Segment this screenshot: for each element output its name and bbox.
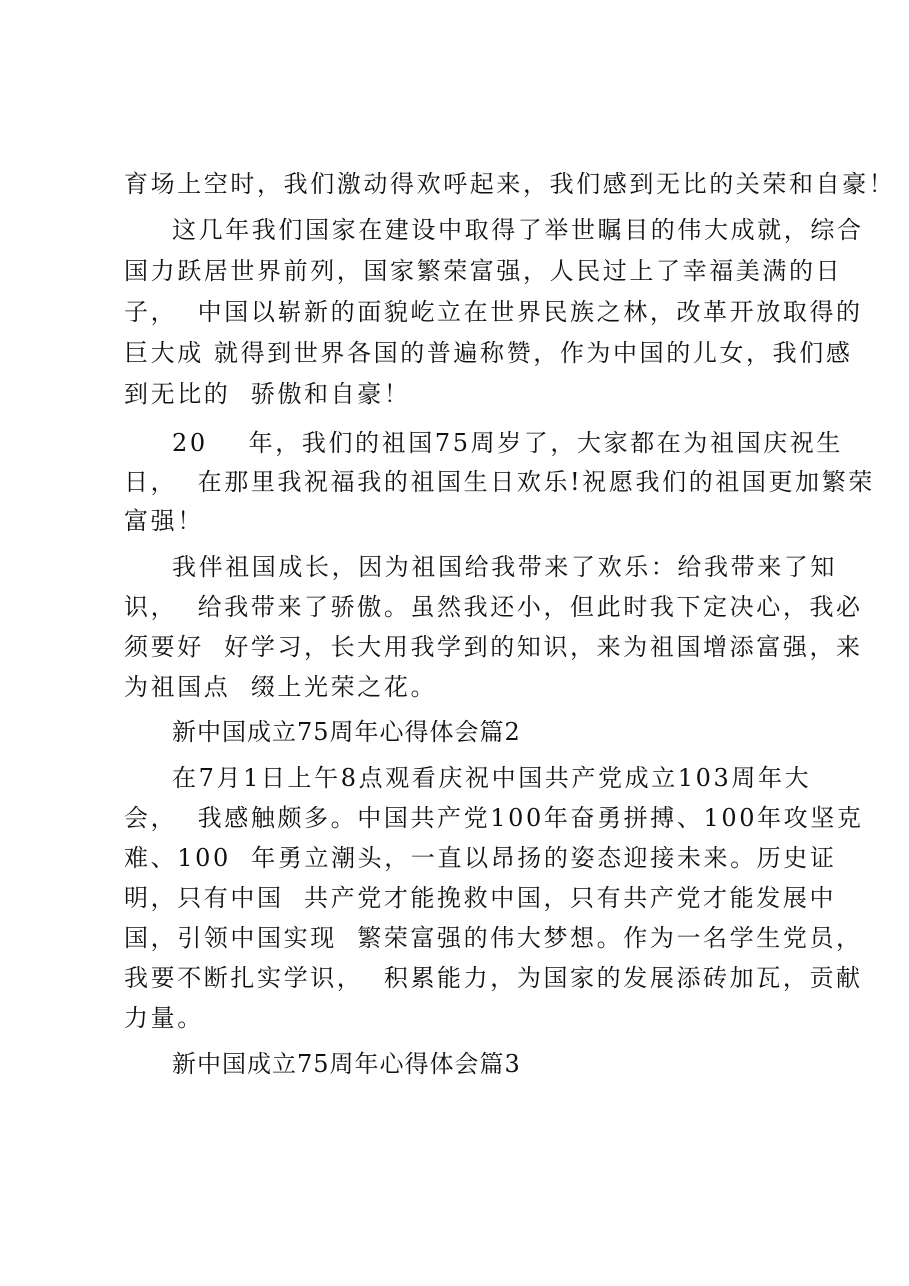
text-line: 到无比的 骄傲和自豪！ [124, 380, 411, 408]
text-line: 须要好 好学习，长大用我学到的知识，来为祖国增添富强，来 [124, 633, 863, 661]
text-line: 国力跃居世界前列，国家繁荣富强，人民过上了幸福美满的日 [124, 257, 843, 285]
text-line: 国，引领中国实现 繁荣富强的伟大梦想。作为一名学生党员， [124, 924, 863, 952]
paragraph-first-line: 20 年，我们的祖国75周岁了，大家都在为祖国庆祝生 [172, 429, 843, 457]
text-line: 会， 我感触颇多。中国共产党100年奋勇拼搏、100年攻坚克 [124, 804, 864, 832]
text-line: 为祖国点 缀上光荣之花。 [124, 673, 438, 701]
section-heading: 新中国成立75周年心得体会篇2 [172, 718, 521, 746]
text-line: 育场上空时，我们激动得欢呼起来，我们感到无比的关荣和自豪！ [124, 170, 896, 198]
text-line: 识， 给我带来了骄傲。虽然我还小，但此时我下定决心，我必 [124, 593, 863, 621]
section-heading: 新中国成立75周年心得体会篇3 [172, 1050, 521, 1078]
text-line: 力量。 [124, 1004, 204, 1032]
text-line: 巨大成 就得到世界各国的普遍称赞，作为中国的儿女，我们感 [124, 339, 853, 367]
paragraph-first-line: 在7月1日上午8点观看庆祝中国共产党成立103周年大 [172, 764, 812, 792]
text-line: 我要不断扎实学识， 积累能力，为国家的发展添砖加瓦，贡献 [124, 964, 863, 992]
text-line: 日， 在那里我祝福我的祖国生日欢乐!祝愿我们的祖国更加繁荣 [124, 468, 875, 496]
text-line: 富强！ [124, 507, 204, 535]
text-line: 明，只有中国 共产党才能挽救中国，只有共产党才能发展中 [124, 884, 837, 912]
text-line: 子， 中国以崭新的面貌屹立在世界民族之林，改革开放取得的 [124, 298, 863, 326]
paragraph-first-line: 我伴祖国成长，因为祖国给我带来了欢乐：给我带来了知 [172, 553, 837, 581]
text-line: 难、100 年勇立潮头，一直以昂扬的姿态迎接未来。历史证 [124, 844, 837, 872]
paragraph-first-line: 这几年我们国家在建设中取得了举世瞩目的伟大成就，综合 [172, 216, 864, 244]
